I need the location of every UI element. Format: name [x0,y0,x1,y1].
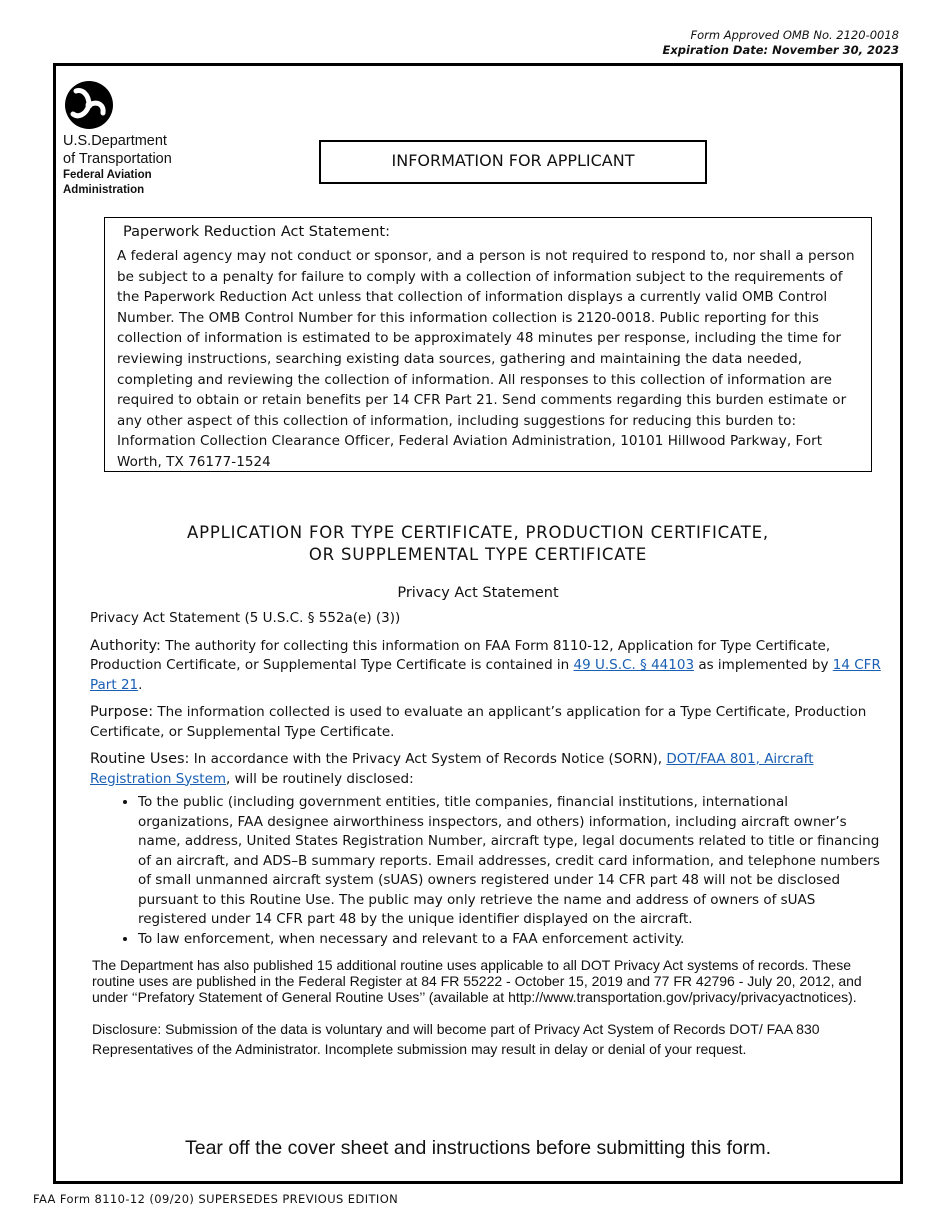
application-title: APPLICATION FOR TYPE CERTIFICATE, PRODUCTION CERTIFICATE, OR SUPPLEMENTAL TYPE CERTIFICATE [187,523,769,564]
purpose-paragraph: Purpose: The information collected is used to evaluate an applicant’s application for a Type Certificate, Production Certificate, or Supplemental Type Certificate. [90,704,867,740]
omb-number: Form Approved OMB No. 2120-0018 [690,28,899,42]
authority-paragraph: Authority: The authority for collecting this information on FAA Form 8110-12, Application for Type Certificate, Production Certificate, or Supplemental Type Certificate is contained in 49 U.S.C. § 44103 as implemented by 14 CFR Part 21. [90,637,881,693]
cfr-part-21-link[interactable]: 14 CFR Part 21 [90,657,881,693]
dot-logo-icon [64,80,114,134]
expiration-date: Expiration Date: November 30, 2023 [662,43,899,57]
usc-44103-link[interactable]: 49 U.S.C. § 44103 [573,657,695,673]
disclosure-paragraph: Disclosure: Submission of the data is voluntary and will become part of Privacy Act System of Records DOT/ FAA 830 Representatives of the Administrator. Incomplete submission may result in delay or denial of your request. [92,1021,820,1057]
form-footer: FAA Form 8110-12 (09/20) SUPERSEDES PREVIOUS EDITION [33,1192,399,1206]
list-item: • To the public (including government entities, title companies, financial institutions, international organizations, FAA designee airworthiness inspectors, and others) information, including aircraft owner’s name, address, United States Registration Number, aircraft type, legal documents related to title or financing of an aircraft, and ADS–B summary reports. Email addresses, credit card information, and telephone numbers of small unmanned aircraft system (sUAS) owners registered under 14 CFR part 48 will not be disclosed pursuant to this Routine Use. The public may only retrieve the name and address of owners of sUAS registered under 14 CFR part 48 by the unique identifier displayed on the aircraft. [138,793,886,930]
sorn-link[interactable]: DOT/FAA 801, Aircraft Registration System [90,751,814,787]
tear-off-notice: Tear off the cover sheet and instructions before submitting this form. [184,1137,772,1159]
paperwork-reduction-box [104,217,872,472]
department-routine-uses: The Department has also published 15 additional routine uses applicable to all DOT Privacy Act systems of records. These routine uses are published in the Federal Register at 84 FR 55222 - October 15, 2019 and 77 FR 42796 - July 20, 2012, and under ‘‘Prefatory Statement of General Routine Uses’’ (available at http://www.transportation.gov/privacy/privacyactnotices). [92,957,862,1005]
privacy-act-content [90,609,886,1059]
paperwork-text: A federal agency may not conduct or sponsor, and a person is not required to respond to, nor shall a person be subject to a penalty for failure to comply with a collection of information subject to the requirements of the Paperwork Reduction Act unless that collection of information displays a currently valid OMB Control Number. The OMB Control Number for this information collection is 2120-0018. Public reporting for this collection of information is estimated to be approximately 48 minutes per response, including the time for reviewing instructions, searching existing data sources, gathering and maintaining the data needed, completing and reviewing the collection of information. All responses to this collection of information are required to obtain or retain benefits per 14 CFR Part 21. Send comments regarding this burden estimate or any other aspect of this collection of information, including suggestions for reducing this burden to: Information Collection Clearance Officer, Federal Aviation Administration, 10101 Hillwood Parkway, Fort Worth, TX 76177-1524 [117,248,855,470]
information-for-applicant-box: INFORMATION FOR APPLICANT [319,140,707,184]
routine-uses-list [90,793,886,949]
omb-block [662,28,899,58]
routine-uses-paragraph: Routine Uses: In accordance with the Privacy Act System of Records Notice (SORN), DOT/FAA 801, Aircraft Registration System, will be routinely disclosed: [90,751,814,787]
list-item: • To law enforcement, when necessary and relevant to a FAA enforcement activity. [138,930,886,950]
agency-name: U.S.Department of Transportation Federal Aviation Administration [63,133,172,196]
privacy-act-heading: Privacy Act Statement [397,585,559,601]
paperwork-title: Paperwork Reduction Act Statement: [123,224,390,240]
privacy-cite: Privacy Act Statement (5 U.S.C. § 552a(e) (3)) [90,610,401,626]
form-frame [53,63,903,1184]
